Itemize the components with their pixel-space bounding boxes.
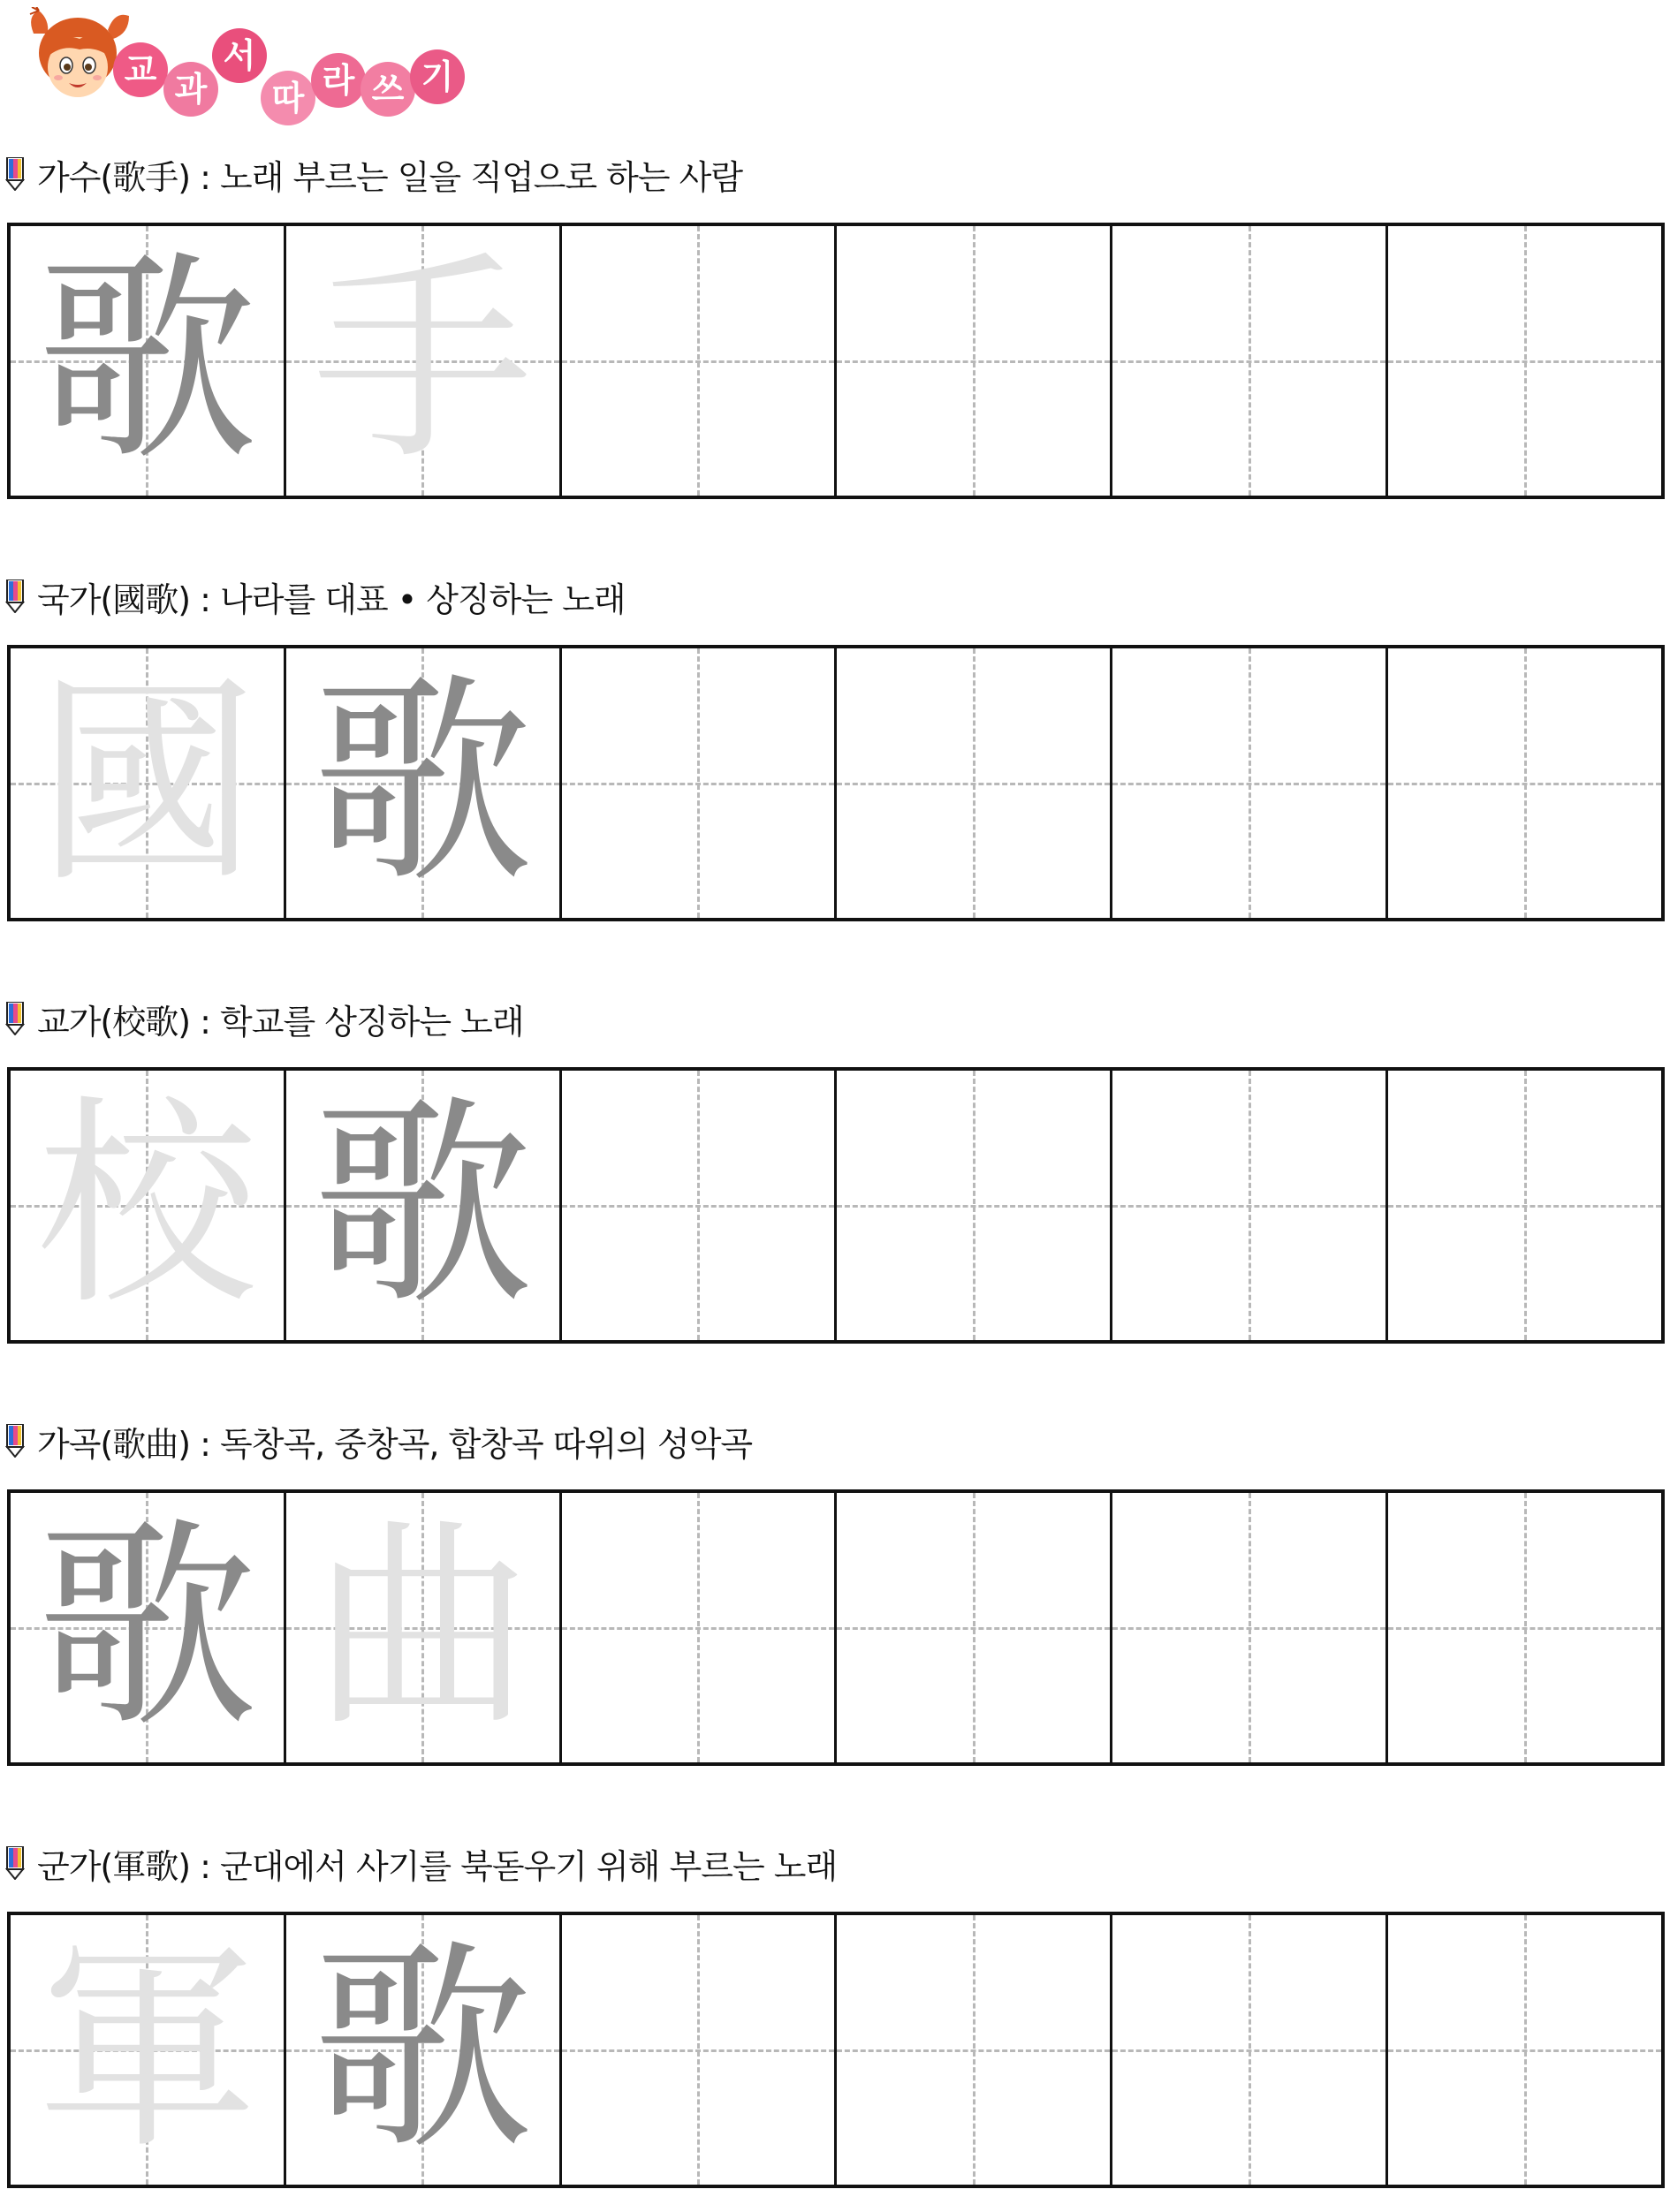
- writing-cell[interactable]: [562, 1071, 838, 1340]
- model-character: 歌: [312, 1920, 534, 2178]
- writing-grid: [7, 1489, 1665, 1766]
- guide-line-horizontal: [837, 360, 1110, 363]
- guide-line-horizontal: [1112, 2049, 1385, 2052]
- word-title-row: [5, 996, 524, 1041]
- guide-line-horizontal: [562, 360, 835, 363]
- writing-cell[interactable]: [11, 1493, 286, 1762]
- guide-line-horizontal: [1112, 783, 1385, 785]
- writing-cell[interactable]: [1388, 1493, 1661, 1762]
- guide-line-horizontal: [837, 1627, 1110, 1630]
- model-character: 歌: [36, 231, 258, 489]
- trace-character: 校: [36, 1076, 258, 1334]
- pencil-icon: [5, 1424, 25, 1458]
- guide-line-horizontal: [562, 783, 835, 785]
- word-definition: 가수(歌手) : 노래 부르는 일을 직업으로 하는 사람: [37, 157, 743, 197]
- writing-grid: [7, 1067, 1665, 1344]
- model-character: 歌: [36, 1498, 258, 1756]
- guide-line-horizontal: [562, 1627, 835, 1630]
- writing-cell[interactable]: [286, 648, 562, 918]
- writing-cell[interactable]: [1112, 226, 1388, 496]
- word-definition: 가곡(歌曲) : 독창곡, 중창곡, 합창곡 따위의 성악곡: [37, 1424, 753, 1464]
- writing-cell[interactable]: [837, 1493, 1112, 1762]
- logo-letter: 교: [113, 42, 168, 97]
- writing-cell[interactable]: [286, 1915, 562, 2185]
- pencil-icon: [5, 1846, 25, 1880]
- guide-line-horizontal: [1112, 1205, 1385, 1208]
- writing-cell[interactable]: [837, 1915, 1112, 2185]
- trace-character: 軍: [36, 1920, 258, 2178]
- writing-cell[interactable]: [1388, 226, 1661, 496]
- guide-line-horizontal: [1388, 783, 1661, 785]
- writing-grid: [7, 223, 1665, 499]
- trace-character: 國: [36, 654, 258, 912]
- logo-letter: 쓰: [361, 62, 415, 117]
- writing-cell[interactable]: [1388, 1915, 1661, 2185]
- writing-cell[interactable]: [837, 226, 1112, 496]
- writing-cell[interactable]: [562, 226, 838, 496]
- guide-line-horizontal: [1112, 1627, 1385, 1630]
- logo-letter: 서: [212, 28, 267, 83]
- guide-line-horizontal: [1388, 1205, 1661, 1208]
- writing-cell[interactable]: [1112, 648, 1388, 918]
- guide-line-horizontal: [837, 783, 1110, 785]
- writing-cell[interactable]: [286, 226, 562, 496]
- guide-line-horizontal: [1388, 2049, 1661, 2052]
- guide-line-horizontal: [1112, 360, 1385, 363]
- writing-cell[interactable]: [562, 1915, 838, 2185]
- pencil-icon: [5, 157, 25, 191]
- logo: [27, 7, 486, 122]
- word-title-row: [5, 1841, 837, 1885]
- writing-grid: [7, 645, 1665, 921]
- writing-cell[interactable]: [1112, 1915, 1388, 2185]
- writing-cell[interactable]: [1112, 1493, 1388, 1762]
- writing-cell[interactable]: [11, 1915, 286, 2185]
- trace-character: 曲: [312, 1498, 534, 1756]
- logo-letter: 라: [311, 53, 366, 108]
- writing-cell[interactable]: [837, 648, 1112, 918]
- writing-cell[interactable]: [1388, 1071, 1661, 1340]
- word-definition: 국가(國歌) : 나라를 대표 • 상징하는 노래: [37, 580, 626, 619]
- guide-line-horizontal: [837, 1205, 1110, 1208]
- pencil-icon: [5, 1002, 25, 1035]
- logo-letter: 기: [410, 49, 465, 104]
- writing-cell[interactable]: [562, 1493, 838, 1762]
- logo-letter: 따: [261, 71, 315, 125]
- word-title-row: [5, 1419, 752, 1463]
- writing-cell[interactable]: [11, 648, 286, 918]
- model-character: 歌: [312, 654, 534, 912]
- writing-cell[interactable]: [837, 1071, 1112, 1340]
- guide-line-horizontal: [1388, 1627, 1661, 1630]
- writing-cell[interactable]: [11, 1071, 286, 1340]
- word-definition: 교가(校歌) : 학교를 상징하는 노래: [37, 1002, 524, 1042]
- writing-grid: [7, 1912, 1665, 2188]
- writing-cell[interactable]: [1112, 1071, 1388, 1340]
- model-character: 歌: [312, 1076, 534, 1334]
- guide-line-horizontal: [1388, 360, 1661, 363]
- writing-cell[interactable]: [1388, 648, 1661, 918]
- guide-line-horizontal: [562, 2049, 835, 2052]
- writing-cell[interactable]: [286, 1071, 562, 1340]
- guide-line-horizontal: [562, 1205, 835, 1208]
- writing-cell[interactable]: [562, 648, 838, 918]
- word-title-row: [5, 152, 742, 196]
- guide-line-horizontal: [837, 2049, 1110, 2052]
- logo-letter: 과: [163, 62, 218, 117]
- word-definition: 군가(軍歌) : 군대에서 사기를 북돋우기 위해 부르는 노래: [37, 1846, 838, 1886]
- writing-cell[interactable]: [11, 226, 286, 496]
- trace-character: 手: [312, 231, 534, 489]
- writing-cell[interactable]: [286, 1493, 562, 1762]
- pencil-icon: [5, 580, 25, 613]
- word-title-row: [5, 574, 626, 618]
